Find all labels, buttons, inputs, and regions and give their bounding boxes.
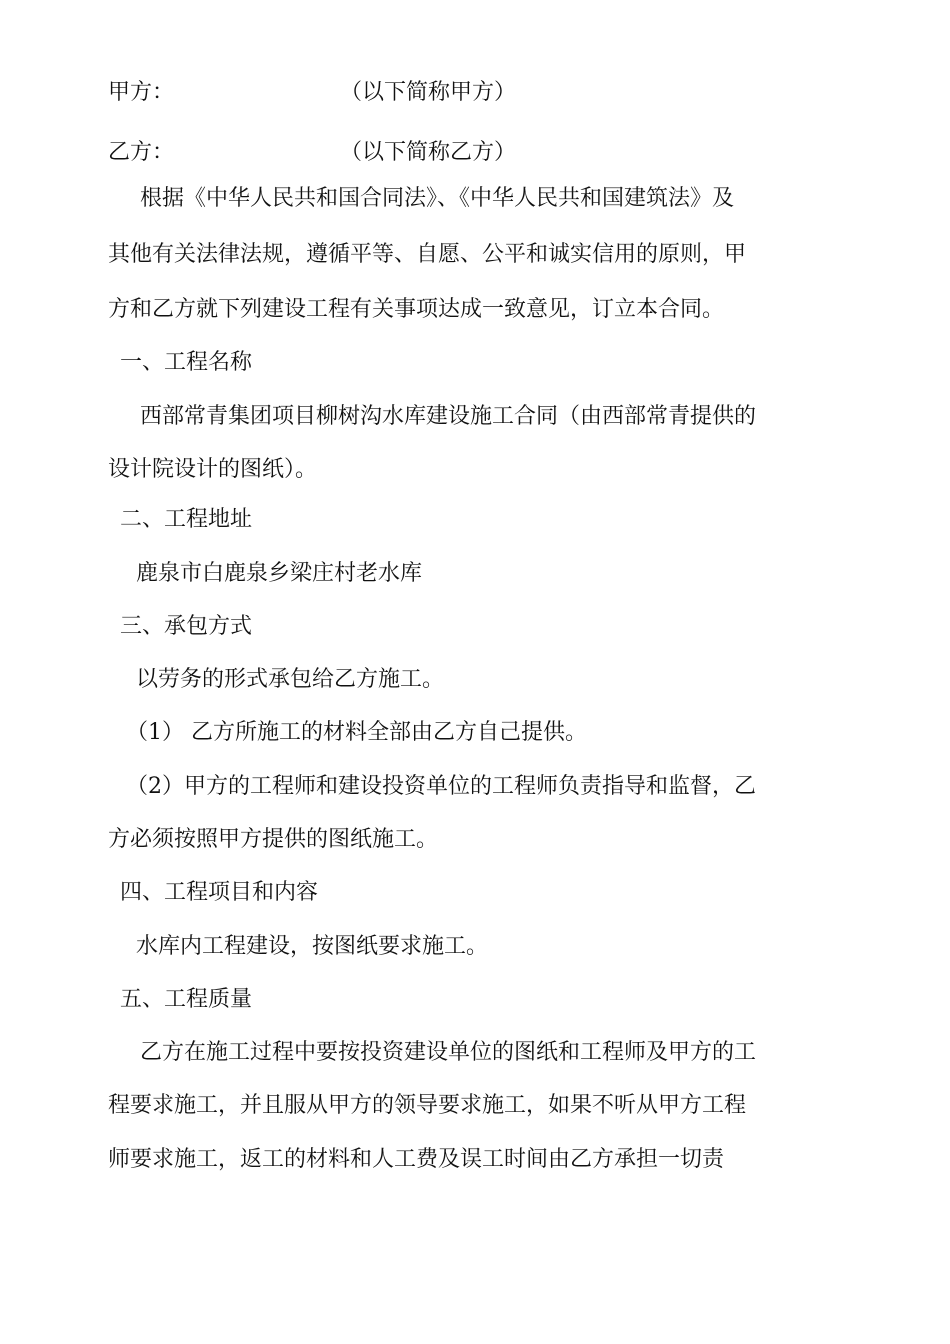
preamble-line: 方和乙方就下列建设工程有关事项达成一致意见，订立本合同。 bbox=[108, 297, 725, 322]
section-contract-text: 以劳务的形式承包给乙方施工。 bbox=[136, 667, 445, 692]
section-name-line: 设计院设计的图纸）。 bbox=[108, 457, 318, 482]
section-heading-scope: 四、工程项目和内容 bbox=[120, 880, 319, 905]
section-heading-contract: 三、承包方式 bbox=[120, 614, 253, 639]
section-scope-text: 水库内工程建设，按图纸要求施工。 bbox=[136, 934, 489, 959]
section-heading-address: 二、工程地址 bbox=[120, 507, 253, 532]
section-quality-line: 乙方在施工过程中要按投资建设单位的图纸和工程师及甲方的工 bbox=[140, 1040, 757, 1065]
section-heading-quality: 五、工程质量 bbox=[120, 987, 253, 1012]
contract-item-1: （1） 乙方所施工的材料全部由乙方自己提供。 bbox=[126, 720, 587, 745]
contract-item-2-line: （2）甲方的工程师和建设投资单位的工程师负责指导和监督，乙 bbox=[126, 774, 756, 799]
section-name-line: 西部常青集团项目柳树沟水库建设施工合同（由西部常青提供的 bbox=[140, 404, 757, 429]
section-heading-name: 一、工程名称 bbox=[120, 350, 253, 375]
party-a-note: （以下简称甲方） bbox=[340, 80, 517, 105]
contract-item-2-line: 方必须按照甲方提供的图纸施工。 bbox=[108, 827, 439, 852]
section-address-text: 鹿泉市白鹿泉乡梁庄村老水库 bbox=[136, 561, 423, 586]
preamble-line: 根据《中华人民共和国合同法》、《中华人民共和国建筑法》及 bbox=[140, 186, 735, 211]
party-a-label: 甲方： bbox=[108, 80, 175, 105]
section-quality-line: 师要求施工，返工的材料和人工费及误工时间由乙方承担一切责 bbox=[108, 1147, 725, 1172]
section-quality-line: 程要求施工，并且服从甲方的领导要求施工，如果不听从甲方工程 bbox=[108, 1093, 747, 1118]
party-b-label: 乙方： bbox=[108, 140, 175, 165]
preamble-line: 其他有关法律法规，遵循平等、自愿、公平和诚实信用的原则，甲 bbox=[108, 242, 747, 267]
party-b-note: （以下简称乙方） bbox=[340, 140, 517, 165]
